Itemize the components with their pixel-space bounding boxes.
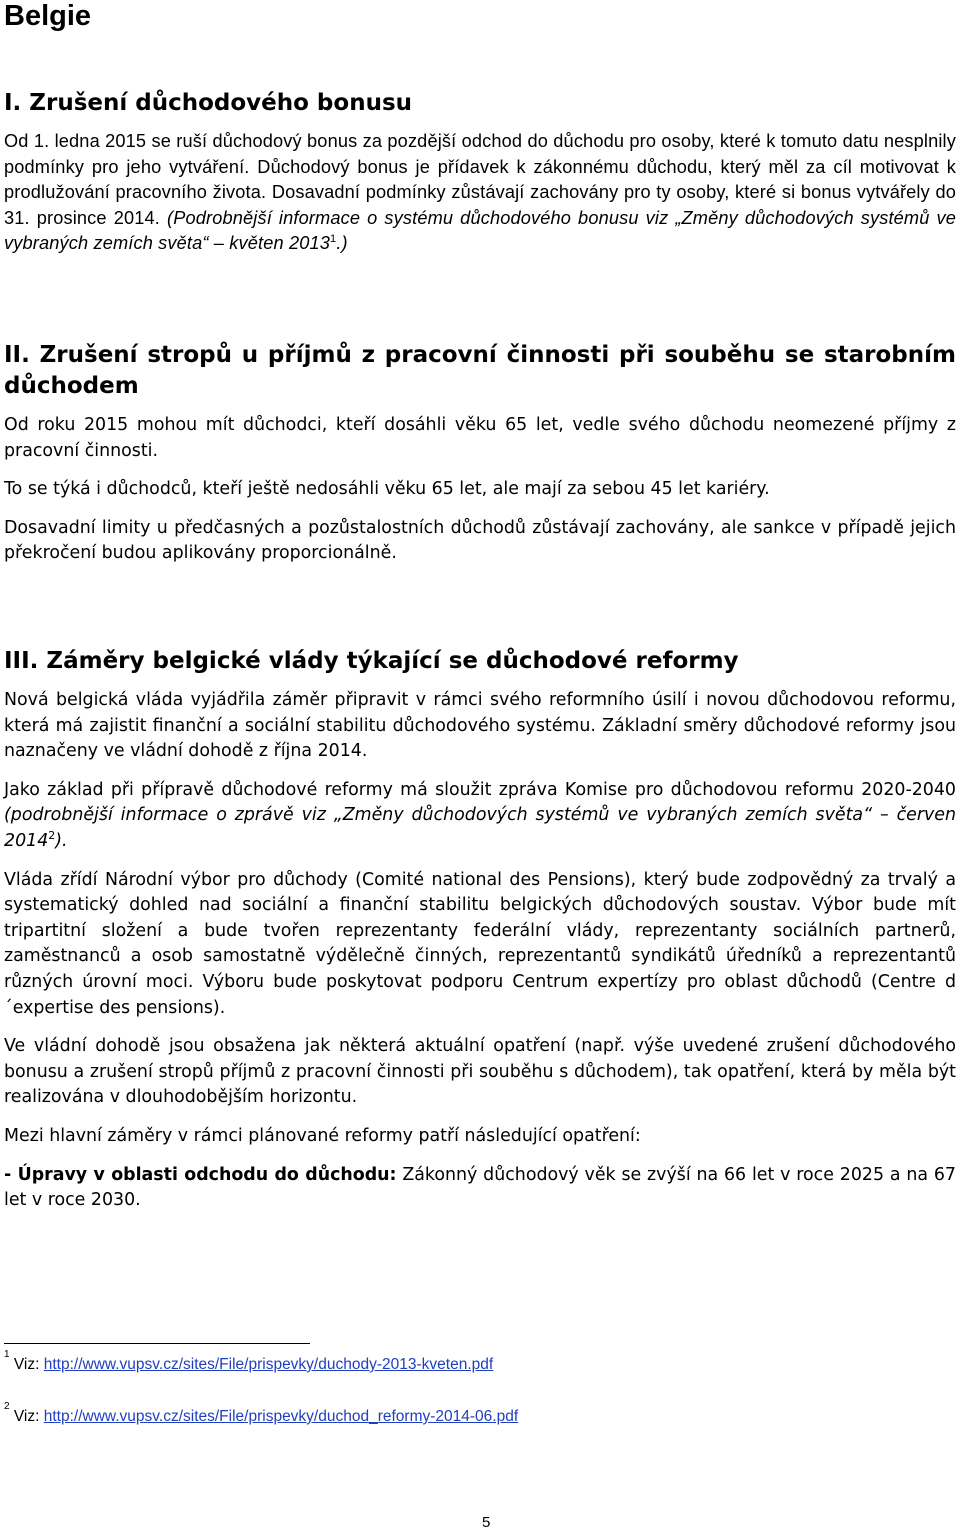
section-1-heading: I. Zrušení důchodového bonusu — [4, 90, 413, 116]
section-2-paragraph-1: Od roku 2015 mohou mít důchodci, kteří dosáhli věku 65 let, vedle svého důchodu neomezené příjmy z pracovní činnosti. — [4, 415, 956, 461]
section-2-heading: II. Zrušení stropů u příjmů z pracovní činnosti při souběhu se starobním důchodem — [4, 342, 956, 399]
section-3-paragraph-6 — [4, 1163, 956, 1214]
footnote-1-number: 1 — [4, 1348, 10, 1360]
section-2-paragraph-3: Dosavadní limity u předčasných a pozůstalostních důchodů zůstávají zachovány, ale sankce v případě jejich překročení budou aplikovány proporcionálně. — [4, 517, 956, 564]
section-2 — [4, 340, 956, 567]
footnote-2-prefix: Viz: — [13, 1408, 40, 1425]
footnote-1-link[interactable]: http://www.vupsv.cz/sites/File/prispevky/duchody-2013-kveten.pdf — [43, 1356, 494, 1373]
footnote-ref-2[interactable]: 2 — [48, 829, 56, 843]
footnote-1-prefix: Viz: — [13, 1356, 40, 1373]
section-3-italic-ref: (podrobnější informace o zprávě viz „Změny důchodových systémů ve vybraných zemích světa“ – červen 2014 — [4, 805, 956, 851]
section-1-paragraph — [4, 129, 956, 257]
section-1-text: Od 1. ledna 2015 se ruší důchodový bonus za pozdější odchod do důchodu pro osoby, které k tomuto datu nesplnily podmínky pro jeho vytváření. Důchodový bonus je přídavek k zákonnému důchodu, který měl za cíl motivovat k prodlužování pracovního života. Dosavadní podmínky zůstávají zachovány pro ty osoby, které si bonus vytvářely do 31. prosince 2014. — [4, 131, 956, 228]
section-3 — [4, 646, 956, 1214]
section-3-paragraph-1: Nová belgická vláda vyjádřila záměr připravit v rámci svého reformního úsilí i novou důchodovou reformu, která má zajistit finanční a sociální stabilitu důchodového systému. Základní směry důchodové reformy jsou naznačeny ve vládní dohodě z října 2014. — [4, 690, 956, 762]
section-1-italic-ref: (Podrobnější informace o systému důchodového bonusu viz „Změny důchodových systémů ve vybraných zemích světa“ – květen 2013 — [4, 207, 956, 254]
footnote-2 — [4, 1400, 519, 1426]
section-3-p2-text: Jako základ při přípravě důchodové reformy má sloužit zpráva Komise pro důchodovou reformu 2020-2040 — [4, 779, 956, 800]
section-3-paragraph-3: Vláda zřídí Národní výbor pro důchody (Comité national des Pensions), který bude zodpovědný za trvalý a systematický dohled nad sociální a finanční stabilitu belgických důchodových soustav. Výbor bude mít tripartitní složení a bude tvořen reprezentanty federální vlády, reprezentanty sociálních partnerů, zaměstnanců a osob samostatně výdělečně činných, reprezentantů syndikátů úředníků a reprezentantů různých úrovní moci. Výboru bude poskytovat podporu Centrum expertízy pro oblast důchodů (Centre d´expertise des pensions). — [4, 869, 956, 1018]
section-3-p6-text: Zákonný důchodový věk se zvýší na 66 let v roce 2025 a na 67 let v roce 2030. — [4, 1164, 956, 1211]
section-3-paragraph-4: Ve vládní dohodě jsou obsažena jak některá aktuální opatření (např. výše uvedené zrušení důchodového bonusu a zrušení stropů příjmů z pracovní činnosti při souběhu s důchodem), tak opatření, která by měla být realizována v dlouhodobějším horizontu. — [4, 1036, 956, 1108]
section-1 — [4, 88, 956, 257]
footnote-2-link[interactable]: http://www.vupsv.cz/sites/File/prispevky/duchod_reformy-2014-06.pdf — [43, 1408, 519, 1425]
page-number: 5 — [482, 1514, 491, 1531]
footnote-divider — [4, 1343, 310, 1344]
page-title: Belgie — [4, 0, 92, 32]
section-3-italic-end: ). — [55, 830, 68, 851]
section-1-italic-end: .) — [336, 233, 348, 254]
footnote-ref-1[interactable]: 1 — [330, 233, 337, 246]
section-2-paragraph-2: To se týká i důchodců, kteří ještě nedosáhli věku 65 let, ale mají za sebou 45 let kariéry. — [4, 479, 770, 500]
footnote-2-number: 2 — [4, 1400, 10, 1412]
footnote-1 — [4, 1348, 494, 1374]
section-3-paragraph-5: Mezi hlavní záměry v rámci plánované reformy patří následující opatření: — [4, 1125, 641, 1146]
section-3-heading: III. Záměry belgické vlády týkající se důchodové reformy — [4, 648, 739, 674]
section-3-p6-bold: - Úpravy v oblasti odchodu do důchodu: — [4, 1164, 397, 1185]
section-3-paragraph-2 — [4, 778, 956, 855]
